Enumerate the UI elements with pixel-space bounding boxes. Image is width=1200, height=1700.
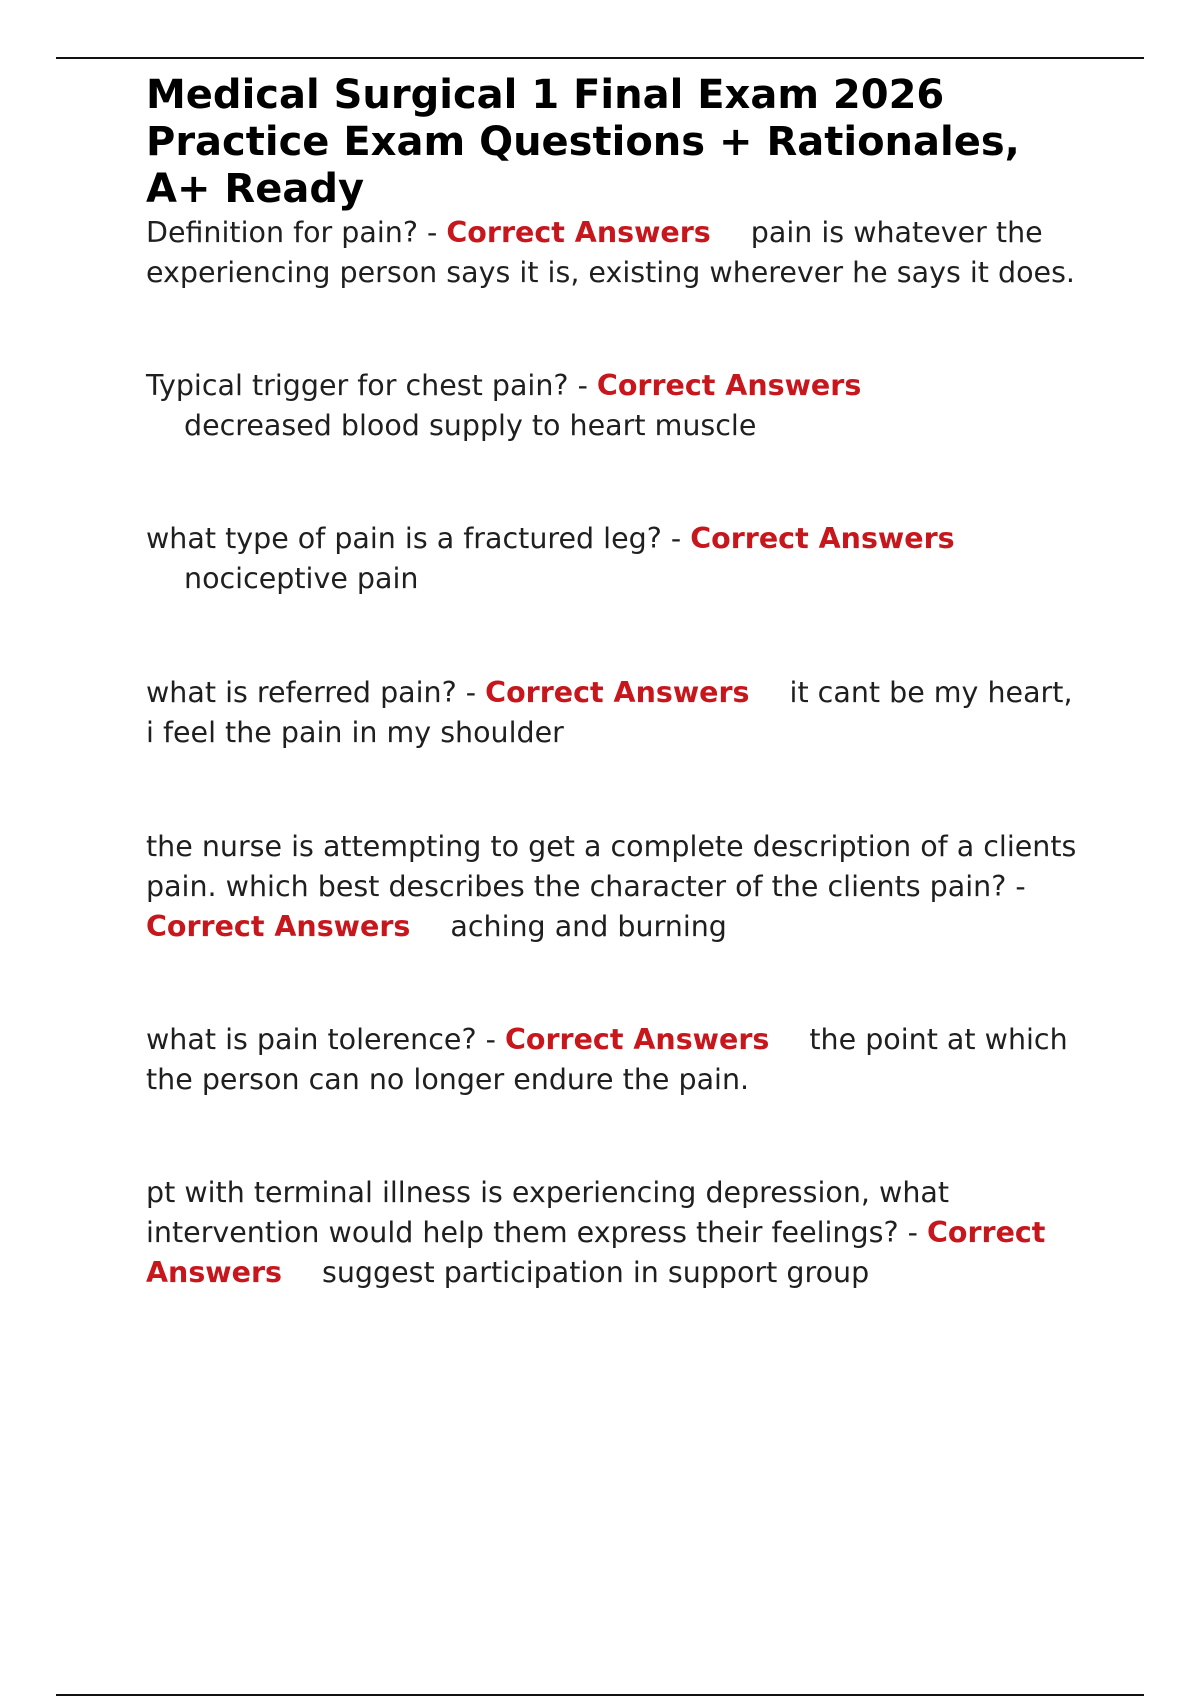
question-text: what is referred pain? - (146, 676, 486, 709)
answer-text: aching and burning (450, 910, 727, 943)
question-text: the nurse is attempting to get a complete description of a clients pain. which best describes the character of the clients pain? - (146, 830, 1077, 903)
answer-text: it cant be my heart, i feel the pain in my shoulder (146, 676, 1073, 749)
correct-answers-label: Correct Answers (446, 216, 711, 249)
question-text: Definition for pain? - (146, 216, 447, 249)
document-title: Medical Surgical 1 Final Exam 2026 Practice Exam Questions + Rationales, A+ Ready (146, 72, 1020, 212)
qa-item (146, 1020, 1086, 1100)
qa-item (146, 519, 1086, 599)
qa-item (146, 1173, 1086, 1293)
qa-item (146, 366, 1086, 446)
answer-text: pain is whatever the experiencing person says it is, existing wherever he says it does. (146, 216, 1075, 289)
correct-answers-label: Correct Answers (485, 676, 750, 709)
bottom-rule (56, 1694, 1144, 1696)
correct-answers-label: Correct Answers (146, 1216, 1046, 1289)
top-rule (56, 57, 1144, 59)
document-body (146, 72, 1086, 1293)
answer-text: suggest participation in support group (322, 1256, 870, 1289)
correct-answers-label: Correct Answers (690, 522, 955, 555)
correct-answers-label: Correct Answers (596, 369, 862, 402)
question-text: what is pain tolerence? - (146, 1023, 505, 1056)
correct-answers-label: Correct Answers (146, 910, 411, 943)
answer-text: the point at which the person can no longer endure the pain. (146, 1023, 1068, 1096)
question-text: what type of pain is a fractured leg? - (146, 522, 691, 555)
qa-item (146, 827, 1086, 947)
question-text: pt with terminal illness is experiencing depression, what intervention would help them express their feelings? - (146, 1176, 950, 1249)
answer-text: nociceptive pain (184, 562, 419, 595)
qa-item (146, 213, 1086, 293)
question-text: Typical trigger for chest pain? - (146, 369, 597, 402)
answer-text: decreased blood supply to heart muscle (184, 409, 757, 442)
qa-item (146, 673, 1086, 753)
correct-answers-label: Correct Answers (504, 1023, 770, 1056)
